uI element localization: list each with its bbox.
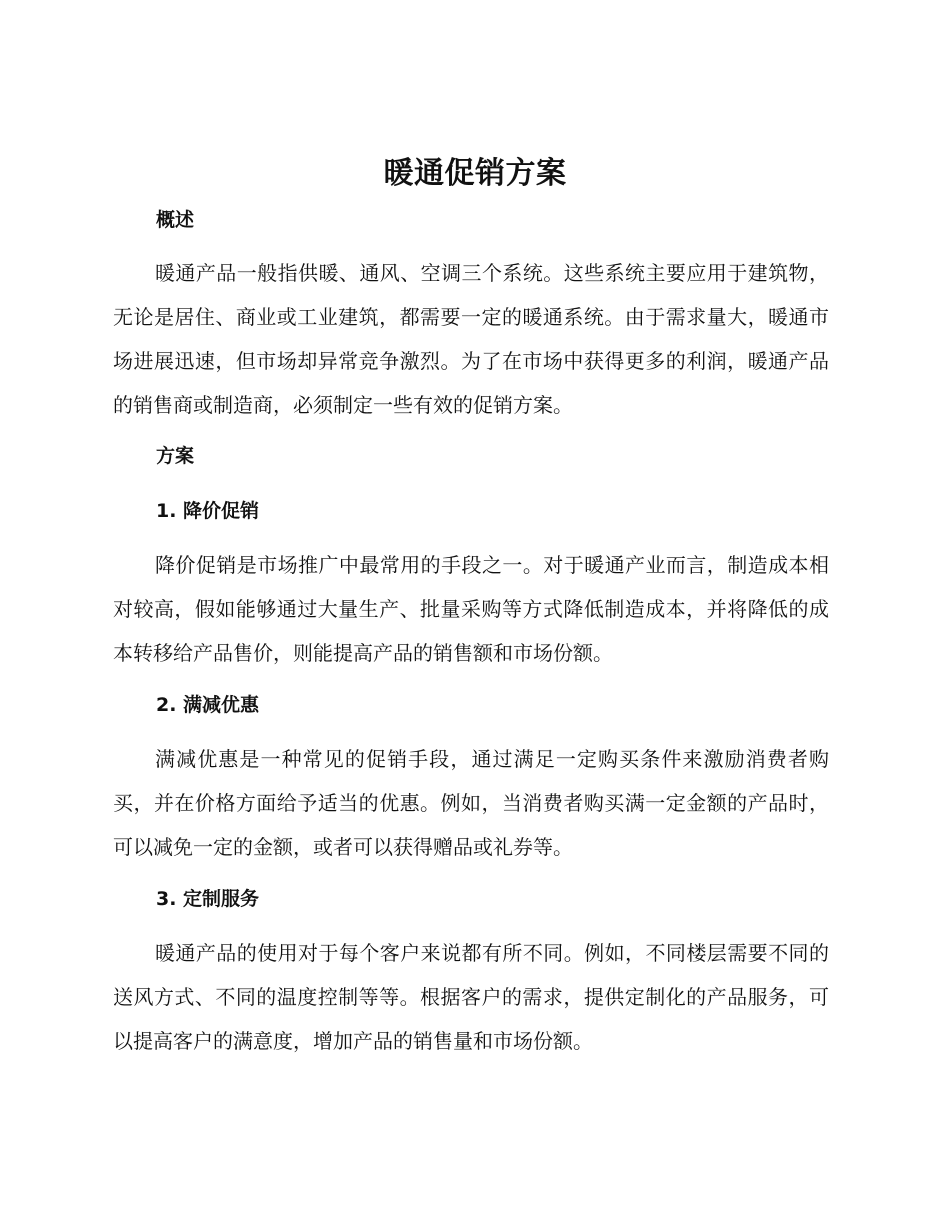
discount-paragraph: 满减优惠是一种常见的促销手段，通过满足一定购买条件来激励消费者购买，并在价格方面给予适当的优惠。例如，当消费者购买满一定金额的产品时，可以减免一定的金额，或者可以获得赠品或礼券等。: [113, 747, 829, 859]
document-title: 暖通促销方案: [383, 156, 567, 191]
section-heading-overview: 概述: [156, 209, 195, 231]
custom-service-paragraph: 暖通产品的使用对于每个客户来说都有所不同。例如，不同楼层需要不同的送风方式、不同的温度控制等等。根据客户的需求，提供定制化的产品服务，可以提高客户的满意度，增加产品的销售量和市场份额。: [113, 941, 829, 1053]
section-heading-plan: 方案: [156, 445, 195, 467]
section-heading-price-cut: 1. 降价促销: [156, 500, 260, 522]
overview-paragraph: 暖通产品一般指供暖、通风、空调三个系统。这些系统主要应用于建筑物，无论是居住、商业或工业建筑，都需要一定的暖通系统。由于需求量大，暖通市场进展迅速，但市场却异常竞争激烈。为了在市场中获得更多的利润，暖通产品的销售商或制造商，必须制定一些有效的促销方案。: [113, 261, 829, 417]
section-heading-discount: 2. 满减优惠: [156, 694, 260, 716]
price-cut-paragraph: 降价促销是市场推广中最常用的手段之一。对于暖通产业而言，制造成本相对较高，假如能够通过大量生产、批量采购等方式降低制造成本，并将降低的成本转移给产品售价，则能提高产品的销售额和市场份额。: [113, 553, 829, 665]
section-heading-custom-service: 3. 定制服务: [156, 888, 260, 910]
